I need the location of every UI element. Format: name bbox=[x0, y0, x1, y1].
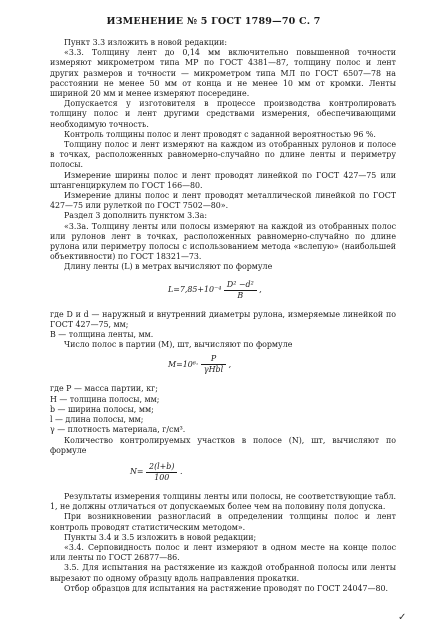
paragraph: Измерение длины полос и лент проводят металлической линейкой по ГОСТ 427—75 или рулеткой по ГОСТ 7502—80». bbox=[50, 191, 396, 211]
count-formula bbox=[168, 354, 396, 380]
paragraph: При возникновении разногласий в определении толщины полос и лент контроль проводят статистическим методом». bbox=[50, 512, 396, 532]
formula-lhs: M=10⁶· bbox=[168, 359, 199, 369]
paragraph: 3.5. Для испытания на растяжение из каждой отобранной полосы или ленты вырезают по одному образцу вдоль направления прокатки. bbox=[50, 563, 396, 583]
formula-lhs: N= bbox=[130, 467, 144, 477]
formula-fraction bbox=[201, 354, 226, 375]
sections-formula bbox=[130, 462, 396, 488]
formula-numerator: 2(l+b) bbox=[146, 462, 177, 473]
formula-punct: , bbox=[259, 285, 262, 295]
document-body bbox=[50, 38, 396, 594]
paragraph: где P — масса партии, кг; bbox=[50, 384, 158, 394]
formula-denominator: 100 bbox=[154, 472, 170, 482]
paragraph: Результаты измерения толщины ленты или полосы, не соответствующие табл. 1, не должны отличаться от допускаемых более чем на половину поля допуска. bbox=[50, 491, 396, 512]
formula-fraction bbox=[224, 280, 257, 301]
formula-numerator: P bbox=[201, 354, 226, 365]
paragraph: Количество контролируемых участков в полосе (N), шт, вычисляют по формуле bbox=[50, 435, 396, 455]
paragraph: Длину ленты (L) в метрах вычисляют по формуле bbox=[64, 262, 273, 272]
paragraph: Пункт 3.3 изложить в новой редакции: bbox=[64, 38, 228, 47]
paragraph: Раздел 3 дополнить пунктом 3.3а: bbox=[64, 211, 207, 221]
paragraph: Толщину полос и лент измеряют на каждом из отобранных рулонов и полосе в точках, расположенных равномерно-случайно по длине ленты и периметру полосы. bbox=[50, 140, 396, 170]
formula-denominator: γHbl bbox=[203, 365, 224, 375]
paragraph: где D и d — наружный и внутренний диаметры рулона, измеряемые линейкой по ГОСТ 427—75, мм; bbox=[50, 309, 396, 329]
paragraph: B — толщина ленты, мм. bbox=[50, 330, 154, 340]
paragraph: «3.3. Толщину лент до 0,14 мм включительно повышенной точности измеряют микрометром типа МР по ГОСТ 4381—87, толщину полос и лент других размеров и точности — микрометром типа МЛ по ГОСТ 6507—78 на расстоянии не менее 50 мм от конца и не менее 10 мм от кромки. Ленты шириной 20 мм и менее измеряют посередине. bbox=[50, 48, 396, 99]
paragraph: b — ширина полосы, мм; bbox=[50, 404, 154, 414]
length-formula bbox=[168, 280, 396, 306]
paragraph: Контроль толщины полос и лент проводят с заданной вероятностью 96 %. bbox=[64, 129, 376, 139]
paragraph: γ — плотность материала, г/см³. bbox=[50, 425, 186, 435]
paragraph: «3.3а. Толщину ленты или полосы измеряют на каждой из отобранных полос или рулонов лент в точках, расположенных равномерно-случайно по длине рулона или периметру полосы с использованием метода «вслепую» (наибольшей объективности) по ГОСТ 18321—73. bbox=[50, 221, 396, 262]
formula-punct: . bbox=[179, 467, 183, 477]
paragraph: Число полос в партии (M), шт, вычисляют по формуле bbox=[64, 340, 293, 350]
page-header: ИЗМЕНЕНИЕ № 5 ГОСТ 1789—70 С. 7 bbox=[106, 16, 321, 27]
paragraph: H — толщина полосы, мм; bbox=[50, 394, 160, 404]
formula-lhs: L=7,85+10⁻⁴ bbox=[168, 285, 222, 295]
paragraph: Отбор образцов для испытания на растяжение проводят по ГОСТ 24047—80. bbox=[64, 583, 389, 593]
formula-denominator: B bbox=[237, 290, 244, 300]
paragraph: Пункты 3.4 и 3.5 изложить в новой редакции; bbox=[64, 532, 257, 542]
formula-fraction bbox=[146, 462, 177, 483]
paragraph: l — длина полосы, мм; bbox=[50, 415, 144, 425]
paragraph: Измерение ширины полос и лент проводят линейкой по ГОСТ 427—75 или штангенциркулем по ГОСТ 166—80. bbox=[50, 170, 396, 190]
paragraph: Допускается у изготовителя в процессе производства контролировать толщину полос и лент другими средствами измерения, обеспечивающими необходимую точность. bbox=[50, 99, 396, 129]
formula-numerator: D² −d² bbox=[224, 280, 257, 291]
paragraph: «3.4. Серповидность полос и лент измеряют в одном месте на конце полос или ленты по ГОСТ 26877—86. bbox=[50, 542, 396, 563]
formula-punct: , bbox=[228, 359, 232, 369]
check-mark: ✓ bbox=[398, 612, 407, 623]
